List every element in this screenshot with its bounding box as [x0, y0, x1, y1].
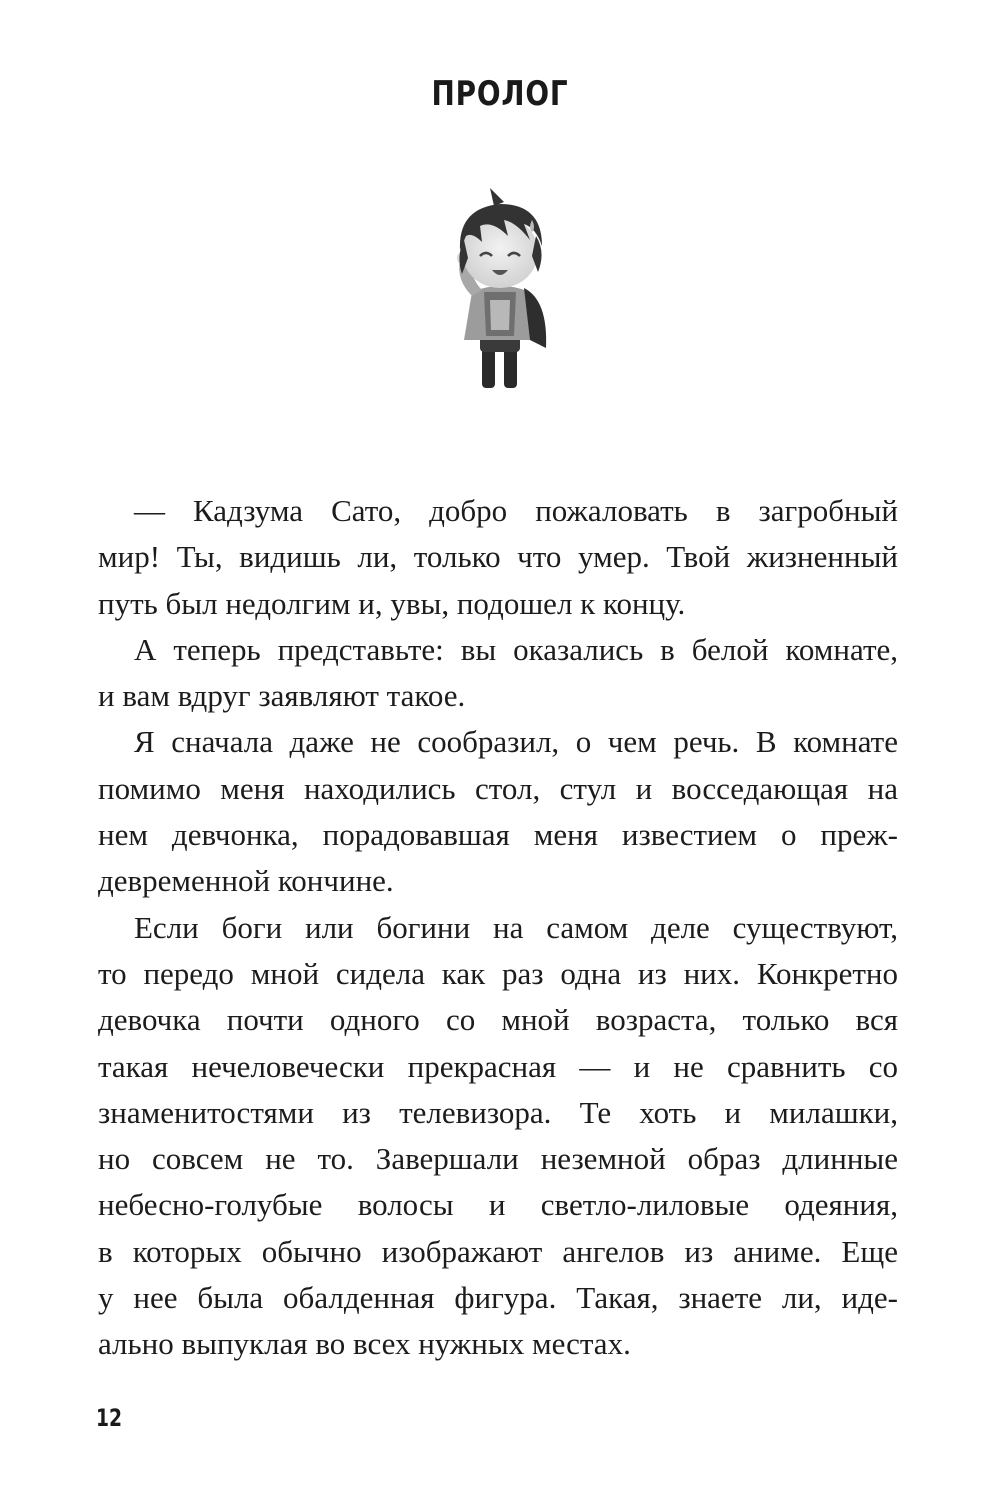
text-line: небесно-голубые волосы и светло-лиловые одеяния, — [98, 1187, 898, 1223]
text-line: девочка почти одного со мной возраста, только вся — [98, 1002, 898, 1038]
text-line: нем девчонка, порадовавшая меня известием о преж- — [98, 817, 898, 853]
page-number: 12 — [96, 1404, 123, 1432]
text-line: такая нечеловечески прекрасная — и не сравнить со — [98, 1048, 898, 1084]
text-line: но совсем не то. Завершали неземной образ длинные — [98, 1141, 898, 1177]
text-line: А теперь представьте: вы оказались в белой комнате, — [134, 631, 898, 667]
chibi-character-icon — [420, 180, 580, 400]
text-line: — Кадзума Сато, добро пожаловать в загробный — [134, 493, 898, 528]
text-line: и вам вдруг заявляют такое. — [98, 678, 466, 714]
text-line: то передо мной сидела как раз одна из них. Конкретно — [98, 955, 898, 991]
text-line: Я сначала даже не сообразил, о чем речь. В комнате — [134, 724, 898, 760]
text-line: помимо меня находились стол, стул и восседающая на — [98, 770, 898, 806]
text-line: девременной кончине. — [98, 863, 394, 899]
text-line: у нее была обалденная фигура. Такая, знаете ли, иде- — [98, 1280, 898, 1316]
text-line: ально выпуклая во всех нужных местах. — [98, 1326, 631, 1362]
text-line: мир! Ты, видишь ли, только что умер. Твой жизненный — [98, 539, 898, 575]
text-line: знаменитостями из телевизора. Те хоть и милашки, — [98, 1094, 898, 1130]
text-line: в которых обычно изображают ангелов из аниме. Еще — [98, 1233, 898, 1269]
text-line: путь был недолгим и, увы, подошел к концу. — [98, 585, 686, 621]
text-line: Если боги или богини на самом деле существуют, — [134, 909, 898, 945]
body-text — [98, 488, 898, 1368]
chapter-title: ПРОЛОГ — [431, 74, 569, 114]
